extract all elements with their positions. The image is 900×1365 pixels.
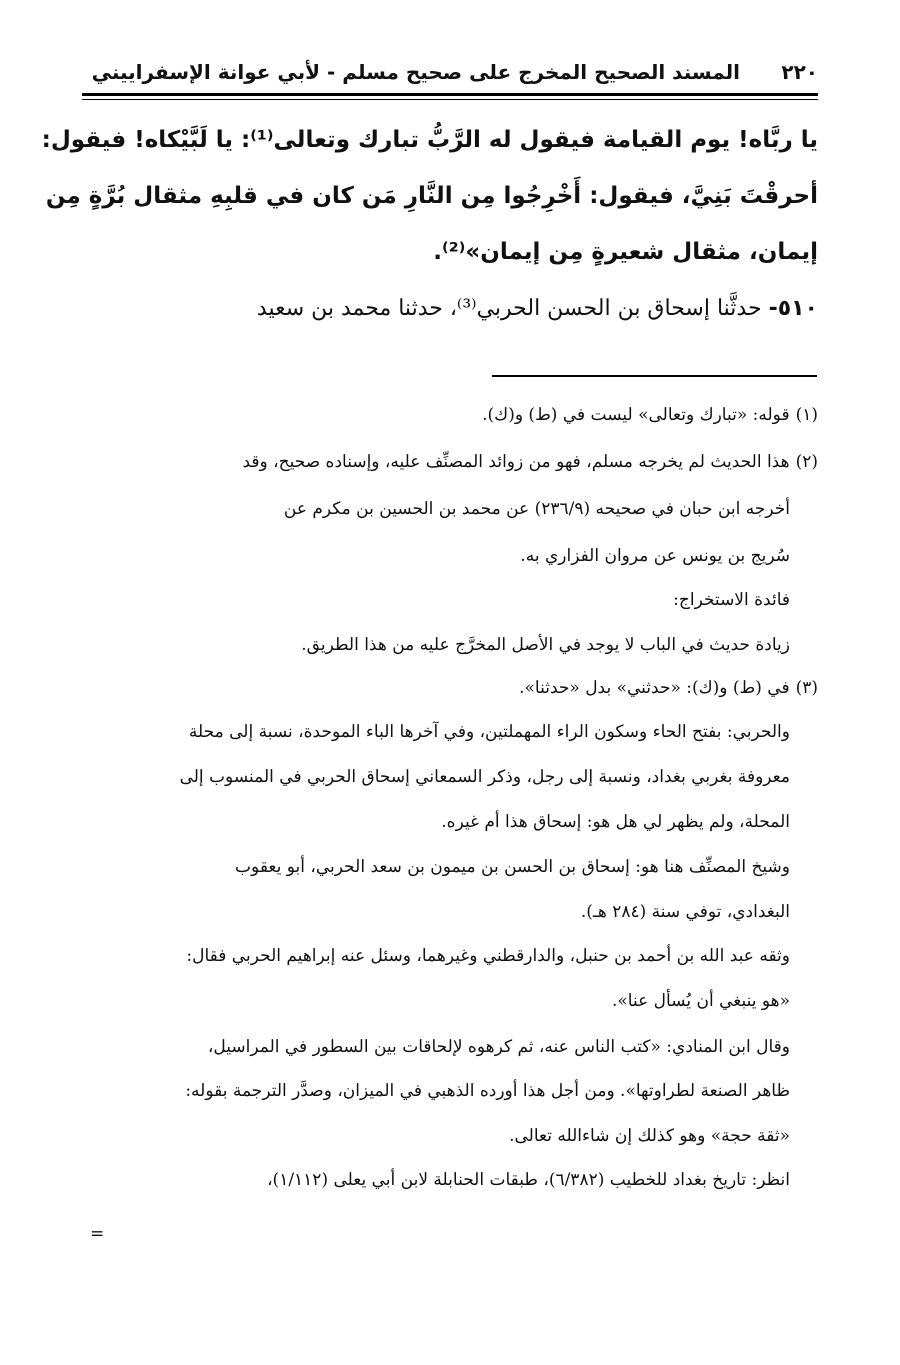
footnote-line: انظر: تاريخ بغداد للخطيب (٦/٣٨٢)، طبقات الحنابلة لابن أبي يعلى (١/١١٢)،	[267, 1170, 790, 1190]
footnote-text: في (ط) و(ك): «حدثني» بدل «حدثنا».	[519, 678, 790, 698]
footnote-line: زيادة حديث في الباب لا يوجد في الأصل المخرَّج عليه من هذا الطريق.	[301, 635, 790, 655]
footnote-line: «ثقة حجة» وهو كذلك إن شاءالله تعالى.	[509, 1126, 790, 1146]
footnote-line: والحربي: بفتح الحاء وسكون الراء المهملتين، وفي آخرها الباء الموحدة، نسبة إلى محلة	[188, 722, 790, 742]
footnote-separator	[492, 375, 817, 377]
footnote-line: «هو ينبغي أن يُسأل عنا».	[611, 991, 790, 1011]
footnote-label: (١)	[795, 405, 818, 425]
footnote-text: هذا الحديث لم يخرجه مسلم، فهو من زوائد المصنِّف عليه، وإسناده صحيح، وقد	[242, 452, 790, 472]
footnote-line	[82, 403, 818, 427]
main-text-line: أحرقْتَ بَنِيَّ، فيقول: أَخْرِجُوا مِن النَّارِ مَن كان في قلبِهِ مثقال بُرَّةٍ مِن	[45, 183, 818, 209]
header-rule-thin	[82, 99, 818, 100]
footnote-line: المحلة، ولم يظهر لي هل هو: إسحاق هذا أم غيره.	[441, 812, 790, 832]
footnote-line: البغدادي، توفي سنة (٢٨٤ هـ).	[580, 902, 790, 922]
footnote-line: وشيخ المصنِّف هنا هو: إسحاق بن الحسن بن ميمون بن سعد الحربي، أبو يعقوب	[235, 857, 790, 877]
footnote-label: (٣)	[795, 678, 818, 698]
footnote-line: وثقه عبد الله بن أحمد بن حنبل، والدارقطني وغيرهما، وسئل عنه إبراهيم الحربي فقال:	[186, 946, 790, 966]
header-rule-thick	[82, 93, 818, 96]
footnote-line: أخرجه ابن حبان في صحيحه (٢٣٦/٩) عن محمد بن الحسين بن مكرم عن	[283, 499, 790, 519]
hadith-line	[82, 296, 818, 321]
continuation-mark: =	[90, 1224, 105, 1244]
main-text-line: إيمان، مثقال شعيرةٍ مِن إيمان»⁽²⁾.	[433, 239, 818, 265]
hadith-number: ٥١٠-	[768, 296, 818, 321]
running-title: المسند الصحيح المخرج على صحيح مسلم - لأبي عوانة الإسفراييني	[91, 60, 740, 84]
footnote-line	[82, 450, 818, 474]
main-text-line: يا ربَّاه! يوم القيامة فيقول له الرَّبُّ تبارك وتعالى⁽¹⁾: يا لَبَّيْكاه! فيقول:	[41, 127, 818, 153]
footnote-label: (٢)	[795, 452, 818, 472]
footnote-line: فائدة الاستخراج:	[673, 590, 790, 610]
footnote-line: ظاهر الصنعة لطراوتها». ومن أجل هذا أورده الذهبي في الميزان، وصدَّر الترجمة بقوله:	[185, 1081, 790, 1101]
page-number: ٢٢٠	[781, 60, 818, 84]
hadith-text: حدثَّنا إسحاق بن الحسن الحربي⁽³⁾، حدثنا محمد بن سعيد	[256, 296, 762, 321]
footnote-line	[82, 676, 818, 700]
footnote-line: معروفة بغربي بغداد، ونسبة إلى رجل، وذكر السمعاني إسحاق الحربي في المنسوب إلى	[179, 767, 790, 787]
footnote-line: سُريج بن يونس عن مروان الفزاري به.	[520, 546, 790, 566]
footnote-text: قوله: «تبارك وتعالى» ليست في (ط) و(ك).	[482, 405, 790, 425]
running-header	[82, 58, 818, 92]
footnote-line: وقال ابن المنادي: «كتب الناس عنه، ثم كرهوه لإلحاقات بين السطور في المراسيل،	[207, 1037, 790, 1057]
